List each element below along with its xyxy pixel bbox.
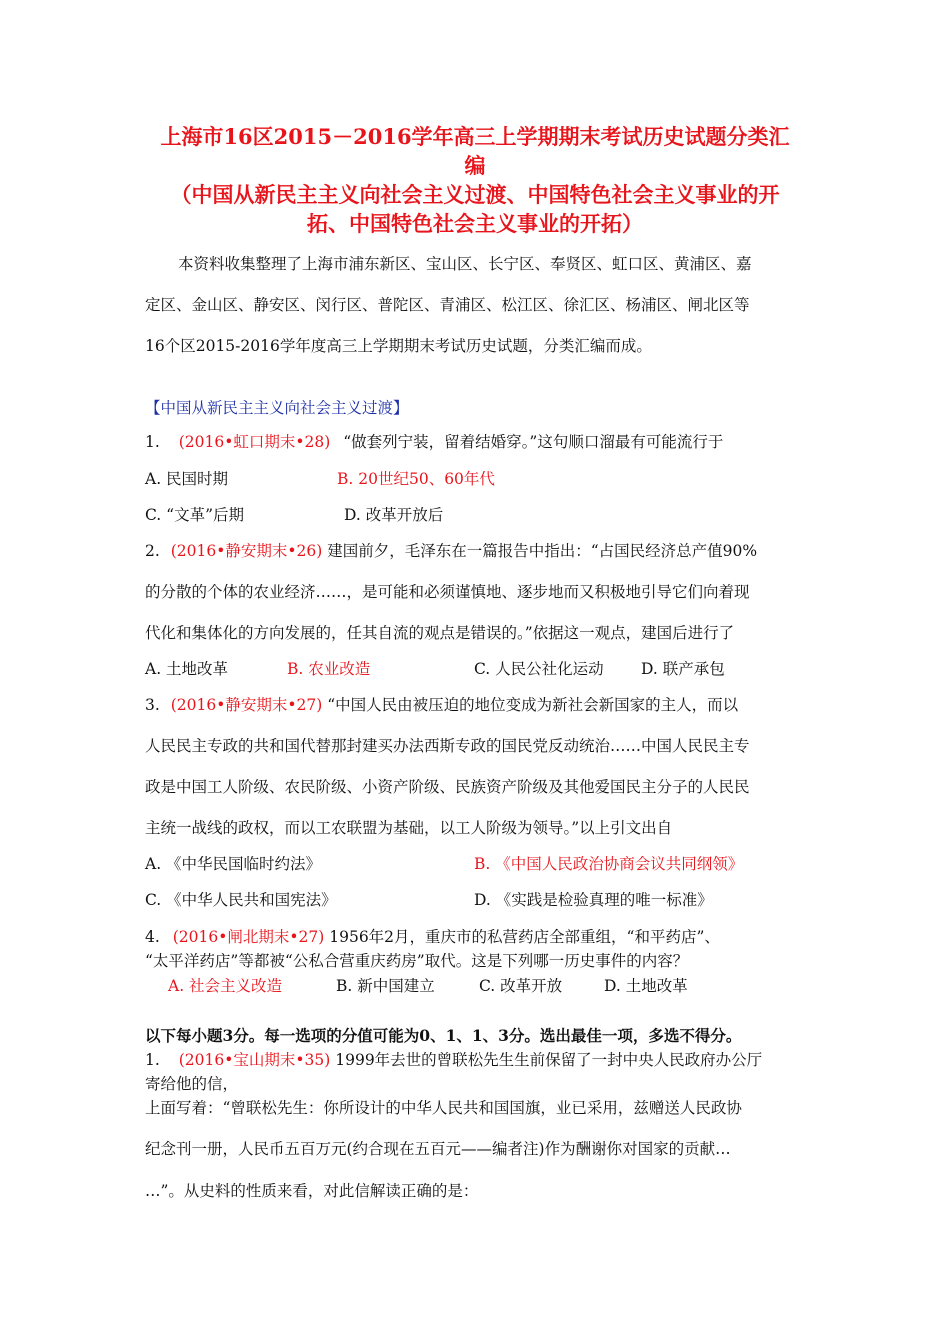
question-stem: 建国前夕，毛泽东在一篇报告中指出：“占国民经济总产值90% [327, 542, 758, 560]
question-stem: 1999年去世的曾联松先生生前保留了一封中央人民政府办公厅 [335, 1051, 763, 1069]
question-source: (2016•宝山期末•35) [178, 1051, 331, 1069]
question-number: 3. [145, 696, 160, 714]
q4-option-d: D. 土地改革 [604, 977, 688, 995]
q2-stem-line-3: 代化和集体化的方向发展的，任其自流的观点是错误的。”依据这一观点，建国后进行了 [145, 624, 735, 642]
intro-line-1: 本资料收集整理了上海市浦东新区、宝山区、长宁区、奉贤区、虹口区、黄浦区、嘉 [178, 255, 752, 273]
q4-option-b: B. 新中国建立 [336, 977, 435, 995]
question-2 [145, 539, 757, 561]
question-stem: 1956年2月，重庆市的私营药店全部重组，“和平药店”、 [329, 928, 720, 946]
question-stem: “中国人民由被压迫的地位变成为新社会新国家的主人，而以 [327, 696, 739, 714]
q3-option-c: C. 《中华人民共和国宪法》 [145, 891, 337, 909]
q1-option-c: C. “文革”后期 [145, 506, 245, 524]
q5-stem-line-5: …”。从史料的性质来看，对此信解读正确的是： [145, 1182, 479, 1200]
document-title [120, 122, 830, 238]
title-line-2: 编 [464, 153, 486, 178]
section-heading: 【中国从新民主主义向社会主义过渡】 [145, 399, 409, 417]
question-5 [145, 1048, 762, 1070]
question-3 [145, 693, 738, 715]
q2-option-b: B. 农业改造 [287, 660, 371, 678]
q5-stem-line-3: 上面写着：“曾联松先生：你所设计的中华人民共和国国旗，业已采用，兹赠送人民政协 [145, 1099, 742, 1117]
q3-option-b: B. 《中国人民政治协商会议共同纲领》 [474, 855, 744, 873]
question-1 [145, 430, 723, 452]
question-number: 1. [145, 433, 160, 451]
q2-stem-line-2: 的分散的个体的农业经济……，是可能和必须谨慎地、逐步地而又积极地引导它们向着现 [145, 583, 750, 601]
q2-option-d: D. 联产承包 [641, 660, 725, 678]
q5-stem-line-4: 纪念刊一册，人民币五百万元(约合现在五百元——编者注)作为酬谢你对国家的贡献… [145, 1140, 731, 1158]
q1-option-b: B. 20世纪50、60年代 [337, 470, 495, 488]
question-number: 4. [145, 928, 160, 946]
intro-line-3: 16个区2015-2016学年度高三上学期期末考试历史试题，分类汇编而成。 [145, 337, 652, 355]
q1-option-a: A. 民国时期 [145, 470, 229, 488]
q4-option-a: A. 社会主义改造 [168, 977, 283, 995]
q2-option-a: A. 土地改革 [145, 660, 229, 678]
q5-stem-line-2: 寄给他的信， [145, 1075, 239, 1093]
instruction-text: 以下每小题3分。每一选项的分值可能为0、1、1、3分。选出最佳一项，多选不得分。 [145, 1026, 742, 1045]
q2-option-c: C. 人民公社化运动 [474, 660, 604, 678]
question-stem: “做套列宁装，留着结婚穿。”这句顺口溜最有可能流行于 [343, 433, 724, 451]
question-source: (2016•闸北期末•27) [172, 928, 325, 946]
question-number: 2. [145, 542, 160, 560]
question-source: (2016•静安期末•26) [170, 542, 323, 560]
question-source: (2016•虹口期末•28) [178, 433, 331, 451]
q3-option-d: D. 《实践是检验真理的唯一标准》 [474, 891, 713, 909]
question-number: 1. [145, 1051, 160, 1069]
question-4 [145, 925, 720, 947]
q3-stem-line-3: 政是中国工人阶级、农民阶级、小资产阶级、民族资产阶级及其他爱国民主分子的人民民 [145, 778, 750, 796]
intro-line-2: 定区、金山区、静安区、闵行区、普陀区、青浦区、松江区、徐汇区、杨浦区、闸北区等 [145, 296, 750, 314]
title-line-3: （中国从新民主主义向社会主义过渡、中国特色社会主义事业的开 [170, 182, 780, 207]
title-line-1: 上海市16区2015－2016学年高三上学期期末考试历史试题分类汇 [160, 124, 790, 149]
q4-stem-line-2: “太平洋药店”等都被“公私合营重庆药房”取代。这是下列哪一历史事件的内容？ [145, 952, 689, 970]
question-source: (2016•静安期末•27) [170, 696, 323, 714]
q4-option-c: C. 改革开放 [479, 977, 563, 995]
title-line-4: 拓、中国特色社会主义事业的开拓） [307, 211, 643, 236]
q3-stem-line-2: 人民民主专政的共和国代替那封建买办法西斯专政的国民党反动统治……中国人民民主专 [145, 737, 750, 755]
q3-stem-line-4: 主统一战线的政权，而以工农联盟为基础，以工人阶级为领导。”以上引文出自 [145, 819, 673, 837]
q1-option-d: D. 改革开放后 [344, 506, 444, 524]
q3-option-a: A. 《中华民国临时约法》 [145, 855, 322, 873]
